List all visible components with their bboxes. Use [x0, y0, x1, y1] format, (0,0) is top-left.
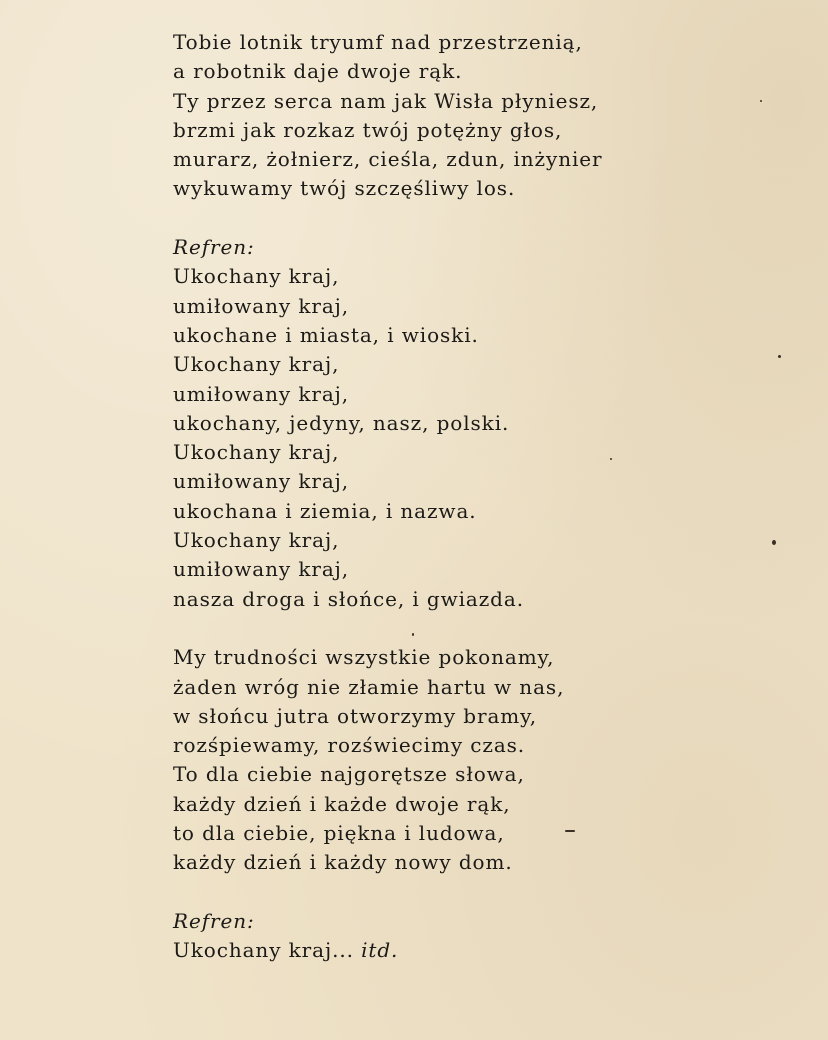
refrain-1 — [173, 233, 793, 614]
refrain-line — [173, 936, 793, 965]
stanza-gap — [173, 878, 793, 907]
verse-line: My trudności wszystkie pokonamy, — [173, 645, 555, 670]
verse-line: brzmi jak rozkaz twój potężny głos, — [173, 117, 563, 142]
refrain-line: ukochane i miasta, i wioski. — [173, 322, 479, 347]
verse-line: Ty przez serca nam jak Wisła płyniesz, — [173, 88, 599, 113]
refrain-line: umiłowany kraj, — [173, 381, 350, 406]
refrain-line: Ukochany kraj, — [173, 352, 340, 377]
refrain-line: nasza droga i słońce, i gwiazda. — [173, 586, 524, 611]
refrain-2 — [173, 907, 793, 966]
verse-line: każdy dzień i każdy nowy dom. — [173, 850, 513, 875]
verse-line: Tobie lotnik tryumf nad przestrzenią, — [173, 30, 583, 54]
verse-line: wykuwamy twój szczęśliwy los. — [173, 176, 516, 201]
paper-speck — [760, 100, 762, 102]
refrain-line: Ukochany kraj, — [173, 528, 340, 553]
refrain-line: ukochany, jedyny, nasz, polski. — [173, 410, 510, 435]
refrain-line: ukochana i ziemia, i nazwa. — [173, 498, 477, 523]
refrain-line-text: Ukochany kraj... — [173, 938, 354, 963]
paper-speck — [412, 633, 414, 636]
etcetera-mark: itd. — [361, 938, 399, 963]
verse-line: żaden wróg nie złamie hartu w nas, — [173, 674, 565, 699]
refrain-line: umiłowany kraj, — [173, 557, 350, 582]
verse-line: a robotnik daje dwoje rąk. — [173, 59, 463, 84]
refrain-heading: Refren: — [173, 235, 255, 260]
paper-speck — [565, 830, 575, 832]
stanza-1 — [173, 28, 793, 204]
paper-speck — [778, 355, 781, 358]
refrain-line: Ukochany kraj, — [173, 264, 340, 289]
verse-line: To dla ciebie najgorętsze słowa, — [173, 762, 525, 787]
stanza-2 — [173, 643, 793, 877]
verse-line: rozśpiewamy, rozświecimy czas. — [173, 733, 526, 758]
refrain-line: Ukochany kraj, — [173, 440, 340, 465]
verse-line: to dla ciebie, piękna i ludowa, — [173, 821, 505, 846]
paper-speck — [610, 458, 612, 460]
refrain-line: umiłowany kraj, — [173, 469, 350, 494]
song-text — [173, 28, 793, 966]
refrain-line: umiłowany kraj, — [173, 293, 350, 318]
stanza-gap — [173, 614, 793, 643]
verse-line: murarz, żołnierz, cieśla, zdun, inżynier — [173, 147, 603, 172]
verse-line: w słońcu jutra otworzymy bramy, — [173, 703, 537, 728]
refrain-heading: Refren: — [173, 908, 255, 933]
stanza-gap — [173, 204, 793, 233]
verse-line: każdy dzień i każde dwoje rąk, — [173, 791, 511, 816]
paper-speck — [772, 540, 776, 545]
